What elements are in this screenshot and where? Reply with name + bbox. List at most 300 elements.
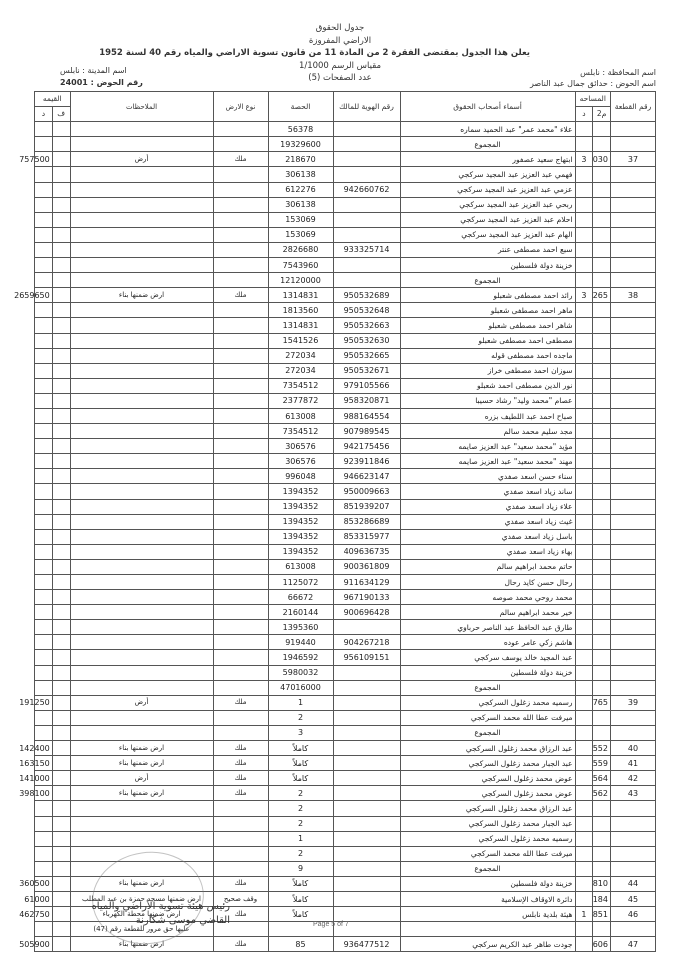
area-m2-cell: 559: [593, 756, 611, 771]
area-d-cell: [575, 635, 593, 650]
value-cell: [35, 182, 53, 197]
basin-name-label: اسم الحوض : حدائق جمال عبد الناصر: [529, 79, 656, 88]
table-row: [35, 167, 656, 182]
owner-name-cell: عبد الجبار محمد زغلول السركجي: [400, 816, 575, 831]
notes-cell: [70, 318, 213, 333]
owner-id-cell: 911634129: [333, 575, 400, 590]
owner-id-cell: [333, 258, 400, 273]
value-f-cell: [52, 499, 70, 514]
share-cell: 1314831: [268, 318, 333, 333]
owner-name-cell: خير محمد ابراهيم سالم: [400, 605, 575, 620]
area-d-cell: [575, 846, 593, 861]
city-label: اسم المدينة : نابلس: [60, 66, 127, 75]
area-d-cell: 1: [575, 907, 593, 922]
owner-id-cell: [333, 725, 400, 740]
table-row: [35, 318, 656, 333]
value-cell: 360500: [35, 876, 53, 891]
area-m2-cell: 564: [593, 771, 611, 786]
land-type-cell: [213, 408, 268, 423]
area-m2-cell: 265: [593, 288, 611, 303]
value-cell: [35, 846, 53, 861]
plot-number-cell: [611, 167, 656, 182]
share-cell: 272034: [268, 348, 333, 363]
table-row: [35, 212, 656, 227]
header-plot-number: رقم القطعة: [611, 92, 656, 122]
value-f-cell: [52, 167, 70, 182]
value-f-cell: [52, 152, 70, 167]
area-m2-cell: [593, 725, 611, 740]
plot-number-cell: 42: [611, 771, 656, 786]
share-cell: 85: [268, 937, 333, 952]
notes-cell: عليها حق مرور للقطعة رقم (47): [70, 922, 213, 937]
table-row: [35, 439, 656, 454]
area-m2-cell: [593, 212, 611, 227]
owner-id-cell: 851939207: [333, 499, 400, 514]
owner-name-cell: خزينة دولة فلسطين: [400, 258, 575, 273]
table-row: [35, 695, 656, 710]
notes-cell: ارض ضمنها مسجد حمزة بن عبد المطلب: [70, 891, 213, 906]
owner-id-cell: [333, 152, 400, 167]
land-type-cell: وقف صحيح: [213, 891, 268, 906]
rights-table-body: [14, 122, 656, 952]
share-cell: 218670: [268, 152, 333, 167]
land-type-cell: ملك: [213, 786, 268, 801]
value-cell: [35, 801, 53, 816]
area-m2-cell: 765: [593, 695, 611, 710]
value-f-cell: [52, 333, 70, 348]
notes-cell: [70, 801, 213, 816]
value-f-cell: [52, 258, 70, 273]
land-type-cell: [213, 333, 268, 348]
owner-name-cell: ميرفت عطا الله محمد السركجي: [400, 846, 575, 861]
total-row: [35, 273, 656, 288]
value-cell: [35, 242, 53, 257]
land-type-cell: [213, 348, 268, 363]
owner-name-cell: احلام عبد العزيز عبد المجيد سركجي: [400, 212, 575, 227]
plot-number-cell: [611, 318, 656, 333]
value-f-cell: [52, 303, 70, 318]
value-f-cell: [52, 876, 70, 891]
area-d-cell: 3: [575, 288, 593, 303]
notes-cell: [70, 333, 213, 348]
area-m2-cell: [593, 635, 611, 650]
owner-name-cell: عصام "محمد وليد" رشاد حسيبا: [400, 393, 575, 408]
area-m2-cell: [593, 620, 611, 635]
value-f-cell: [52, 363, 70, 378]
notes-cell: [70, 529, 213, 544]
value-cell: 163150: [35, 756, 53, 771]
area-d-cell: [575, 529, 593, 544]
notes-cell: [70, 846, 213, 861]
header-land-type: نوع الارض: [213, 92, 268, 122]
notes-cell: ارض ضمنها بناء: [70, 786, 213, 801]
owner-name-cell: ميرفت عطا الله محمد السركجي: [400, 710, 575, 725]
area-m2-cell: [593, 575, 611, 590]
share-cell: 612276: [268, 182, 333, 197]
signature-block: [30, 900, 230, 928]
area-m2-cell: [593, 710, 611, 725]
owner-id-cell: [333, 831, 400, 846]
signature-name: القاضي موسى شكارنة: [135, 915, 230, 926]
table-row: [35, 514, 656, 529]
value-cell: [35, 725, 53, 740]
area-d-cell: [575, 590, 593, 605]
land-type-cell: [213, 137, 268, 152]
share-cell: 2160144: [268, 605, 333, 620]
area-m2-cell: [593, 514, 611, 529]
total-row: [35, 725, 656, 740]
area-m2-cell: [593, 303, 611, 318]
table-row: [35, 741, 656, 756]
value-cell: 505900: [35, 937, 53, 952]
area-d-cell: [575, 650, 593, 665]
value-f-cell: [52, 408, 70, 423]
value-f-cell: [52, 937, 70, 952]
land-type-cell: [213, 424, 268, 439]
land-type-cell: [213, 861, 268, 876]
table-row: [35, 756, 656, 771]
table-row: [35, 333, 656, 348]
plot-number-cell: 40: [611, 741, 656, 756]
plot-number-cell: [611, 212, 656, 227]
share-cell: 2: [268, 786, 333, 801]
pages-count: عدد الصفحات (5): [308, 73, 372, 83]
notes-cell: أرض: [70, 771, 213, 786]
area-d-cell: [575, 680, 593, 695]
value-cell: [35, 710, 53, 725]
land-type-cell: [213, 831, 268, 846]
plot-number-cell: [611, 544, 656, 559]
notes-cell: [70, 227, 213, 242]
area-m2-cell: [593, 846, 611, 861]
land-type-cell: [213, 575, 268, 590]
area-d-cell: [575, 167, 593, 182]
notes-cell: ارض ضمنها بناء: [70, 756, 213, 771]
area-m2-cell: [593, 499, 611, 514]
header-area-d: د: [575, 107, 593, 122]
area-d-cell: [575, 756, 593, 771]
owner-name-cell: جودت طاهر عبد الكريم سركجي: [400, 937, 575, 952]
plot-number-cell: [611, 242, 656, 257]
land-type-cell: [213, 620, 268, 635]
plot-number-cell: [611, 137, 656, 152]
area-d-cell: [575, 303, 593, 318]
table-row: [35, 831, 656, 846]
plot-number-cell: 37: [611, 152, 656, 167]
area-d-cell: [575, 378, 593, 393]
plot-number-cell: 45: [611, 891, 656, 906]
area-m2-cell: [593, 665, 611, 680]
owner-id-cell: 907989545: [333, 424, 400, 439]
value-cell: [35, 559, 53, 574]
value-cell: [35, 665, 53, 680]
share-cell: 19329600: [268, 137, 333, 152]
owner-id-cell: [333, 801, 400, 816]
share-cell: 47016000: [268, 680, 333, 695]
owner-id-cell: 409636735: [333, 544, 400, 559]
value-cell: [35, 650, 53, 665]
notes-cell: ارض ضمنها بناء: [70, 288, 213, 303]
plot-number-cell: [611, 605, 656, 620]
area-m2-cell: [593, 605, 611, 620]
owner-name-cell: رسميه محمد زغلول السركجي: [400, 695, 575, 710]
owner-name-cell: المجموع: [400, 861, 575, 876]
value-f-cell: [52, 439, 70, 454]
land-type-cell: [213, 801, 268, 816]
value-f-cell: [52, 801, 70, 816]
land-type-cell: [213, 167, 268, 182]
notes-cell: ارض ضمنها بناء: [70, 876, 213, 891]
notes-cell: أرض: [70, 152, 213, 167]
share-cell: 1: [268, 831, 333, 846]
share-cell: 153069: [268, 212, 333, 227]
area-d-cell: [575, 620, 593, 635]
owner-id-cell: [333, 846, 400, 861]
value-cell: 2659650: [35, 288, 53, 303]
plot-number-cell: [611, 725, 656, 740]
area-d-cell: [575, 831, 593, 846]
table-row: [35, 620, 656, 635]
owner-id-cell: [333, 710, 400, 725]
header-owner-names: أسماء أصحاب الحقوق: [400, 92, 575, 122]
value-cell: [35, 680, 53, 695]
plot-number-cell: [611, 816, 656, 831]
area-m2-cell: 184: [593, 891, 611, 906]
owner-id-cell: [333, 741, 400, 756]
owner-id-cell: [333, 680, 400, 695]
value-cell: [35, 318, 53, 333]
announcement-text: يعلن هذا الجدول بمقتضى الفقرة 2 من المادة 11 من قانون تسوية الاراضي والمياه رقم 40 لسنة 1952: [99, 48, 530, 58]
table-row: [35, 771, 656, 786]
owner-id-cell: 979105566: [333, 378, 400, 393]
table-row: [35, 122, 656, 137]
land-type-cell: ملك: [213, 937, 268, 952]
notes-cell: [70, 665, 213, 680]
plot-number-cell: [611, 303, 656, 318]
value-cell: [35, 469, 53, 484]
table-row: [35, 227, 656, 242]
table-row: [35, 454, 656, 469]
owner-name-cell: عبد الجبار محمد زغلول السركجي: [400, 756, 575, 771]
table-row: [35, 575, 656, 590]
value-f-cell: [52, 318, 70, 333]
notes-cell: [70, 303, 213, 318]
notes-cell: أرض: [70, 695, 213, 710]
owner-id-cell: 950532665: [333, 348, 400, 363]
area-d-cell: [575, 212, 593, 227]
land-type-cell: ملك: [213, 152, 268, 167]
notes-cell: [70, 514, 213, 529]
owner-id-cell: 936477512: [333, 937, 400, 952]
owner-name-cell: ماجده احمد مصطفى قوله: [400, 348, 575, 363]
value-cell: 191250: [35, 695, 53, 710]
owner-id-cell: [333, 756, 400, 771]
land-type-cell: [213, 363, 268, 378]
area-m2-cell: 851: [593, 907, 611, 922]
value-cell: [35, 439, 53, 454]
notes-cell: [70, 258, 213, 273]
area-m2-cell: [593, 182, 611, 197]
governorate-label: اسم المحافظة : نابلس: [580, 68, 656, 77]
signature-title: رئيس هيئة تسوية الأراضي والمياه: [91, 901, 230, 912]
value-f-cell: [52, 861, 70, 876]
plot-number-cell: 47: [611, 937, 656, 952]
area-m2-cell: [593, 408, 611, 423]
owner-id-cell: [333, 620, 400, 635]
value-cell: [35, 620, 53, 635]
plot-number-cell: [611, 273, 656, 288]
total-row: [35, 680, 656, 695]
owner-name-cell: عبد الرزاق محمد زغلول السركجي: [400, 801, 575, 816]
owner-name-cell: علاء "محمد عمر" عبد الحميد سماره: [400, 122, 575, 137]
owner-name-cell: المجموع: [400, 725, 575, 740]
value-f-cell: [52, 197, 70, 212]
notes-cell: [70, 484, 213, 499]
land-type-cell: [213, 544, 268, 559]
owner-name-cell: ابتهاج سعيد عصفور: [400, 152, 575, 167]
area-m2-cell: [593, 137, 611, 152]
share-cell: كاملاً: [268, 771, 333, 786]
value-cell: [35, 167, 53, 182]
notes-cell: [70, 620, 213, 635]
header-area: المساحه: [575, 92, 611, 107]
notes-cell: [70, 575, 213, 590]
share-cell: 306576: [268, 454, 333, 469]
share-cell: 1394352: [268, 529, 333, 544]
table-row: [35, 710, 656, 725]
owner-id-cell: [333, 137, 400, 152]
land-type-cell: ملك: [213, 907, 268, 922]
plot-number-cell: [611, 635, 656, 650]
value-cell: [35, 197, 53, 212]
value-cell: [35, 424, 53, 439]
owner-name-cell: علاء زياد اسعد صفدي: [400, 499, 575, 514]
plot-number-cell: [611, 620, 656, 635]
value-f-cell: [52, 227, 70, 242]
rights-table: [14, 91, 656, 952]
owner-name-cell: ربحي عبد العزيز عبد المجيد سركجي: [400, 197, 575, 212]
owner-name-cell: الهام عبد العزيز عبد المجيد سركجي: [400, 227, 575, 242]
area-d-cell: [575, 197, 593, 212]
value-f-cell: [52, 665, 70, 680]
header-value-d: د: [35, 107, 53, 122]
owner-id-cell: 988164554: [333, 408, 400, 423]
value-f-cell: [52, 741, 70, 756]
plot-number-cell: [611, 665, 656, 680]
owner-name-cell: طارق عبد الحافظ عبد الناصر حرباوي: [400, 620, 575, 635]
notes-cell: [70, 242, 213, 257]
notes-cell: [70, 197, 213, 212]
notes-cell: [70, 635, 213, 650]
value-cell: [35, 816, 53, 831]
land-type-cell: ملك: [213, 695, 268, 710]
value-cell: [35, 544, 53, 559]
land-type-cell: [213, 439, 268, 454]
area-m2-cell: [593, 333, 611, 348]
value-f-cell: [52, 605, 70, 620]
plot-number-cell: [611, 197, 656, 212]
area-m2-cell: [593, 469, 611, 484]
area-d-cell: [575, 741, 593, 756]
area-m2-cell: [593, 831, 611, 846]
header-share: الحصة: [268, 92, 333, 122]
owner-id-cell: 946623147: [333, 469, 400, 484]
value-cell: [35, 333, 53, 348]
value-f-cell: [52, 846, 70, 861]
area-d-cell: [575, 816, 593, 831]
value-cell: [35, 303, 53, 318]
owner-id-cell: 923911846: [333, 454, 400, 469]
share-cell: كاملاً: [268, 891, 333, 906]
plot-number-cell: 38: [611, 288, 656, 303]
value-f-cell: [52, 620, 70, 635]
share-cell: 306138: [268, 167, 333, 182]
table-row: [35, 786, 656, 801]
share-cell: 1541526: [268, 333, 333, 348]
plot-number-cell: [611, 514, 656, 529]
share-cell: 12120000: [268, 273, 333, 288]
value-f-cell: [52, 122, 70, 137]
area-d-cell: [575, 318, 593, 333]
share-cell: كاملاً: [268, 907, 333, 922]
plot-number-cell: 44: [611, 876, 656, 891]
table-row: [35, 469, 656, 484]
area-d-cell: 3: [575, 152, 593, 167]
plot-number-cell: [611, 469, 656, 484]
owner-name-cell: مهند "محمد سعيد" عبد العزيز صايمه: [400, 454, 575, 469]
value-f-cell: [52, 559, 70, 574]
area-d-cell: [575, 122, 593, 137]
plot-number-cell: [611, 393, 656, 408]
owner-name-cell: رحال حسن كايد رحال: [400, 575, 575, 590]
owner-id-cell: 900361809: [333, 559, 400, 574]
plot-number-cell: [611, 439, 656, 454]
value-f-cell: [52, 575, 70, 590]
owner-id-cell: [333, 122, 400, 137]
notes-cell: [70, 212, 213, 227]
area-d-cell: [575, 876, 593, 891]
value-cell: 61000: [35, 891, 53, 906]
owner-name-cell: عوض محمد زغلول السركجي: [400, 786, 575, 801]
owner-name-cell: مجد سليم محمد سالم: [400, 424, 575, 439]
owner-name-cell: خزينة دولة فلسطين: [400, 876, 575, 891]
owner-id-cell: 958320871: [333, 393, 400, 408]
share-cell: 1394352: [268, 499, 333, 514]
notes-cell: [70, 348, 213, 363]
owner-name-cell: مصطفى احمد مصطفى شعبلو: [400, 333, 575, 348]
area-d-cell: [575, 695, 593, 710]
land-type-cell: [213, 197, 268, 212]
land-type-cell: [213, 710, 268, 725]
notes-cell: ارض ضمنها بناء: [70, 937, 213, 952]
area-m2-cell: [593, 242, 611, 257]
land-type-cell: [213, 378, 268, 393]
land-type-cell: [213, 635, 268, 650]
value-f-cell: [52, 816, 70, 831]
notes-cell: [70, 167, 213, 182]
value-f-cell: [52, 710, 70, 725]
header-area-m2: م2: [593, 107, 611, 122]
value-f-cell: [52, 212, 70, 227]
area-d-cell: [575, 363, 593, 378]
land-type-cell: [213, 303, 268, 318]
share-cell: 996048: [268, 469, 333, 484]
owner-name-cell: سبع احمد مصطفى عنتر: [400, 242, 575, 257]
plot-number-cell: [611, 227, 656, 242]
value-f-cell: [52, 484, 70, 499]
notes-cell: [70, 454, 213, 469]
plot-number-cell: [611, 590, 656, 605]
